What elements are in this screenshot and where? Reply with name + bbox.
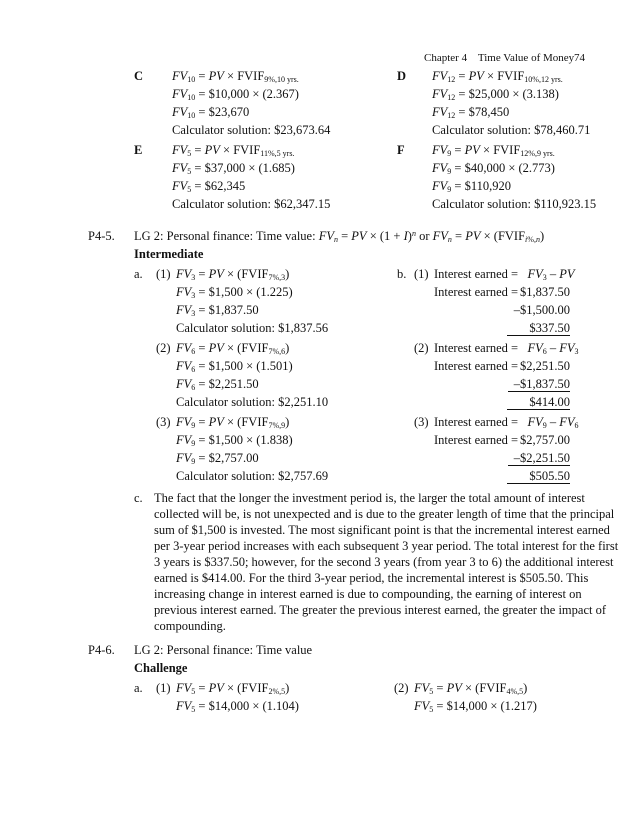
section-e-formula: $FV_5$ = PV × $FVIF_{11\%,5 yrs.}$ [172,143,295,158]
part-a-label: a. [134,267,143,281]
c-line-0: The fact that the longer the investment period is, the larger the total amount of interest [154,491,585,505]
p46-a2-formula: $FV_5$ = PV × $(FVIF_{4\%,5})$ [414,681,528,696]
b1-value-1: $1,837.50 [520,285,570,299]
a3-values: $FV_9$ = $1,500 × (1.838) [176,433,293,448]
header-chapter: Chapter 4 [424,52,468,64]
b3-label: Interest earned = [434,433,519,447]
b2-label: Interest earned = [434,359,519,373]
b3-number: (3) [414,415,429,429]
section-f-calc: Calculator solution: $110,923.15 [432,197,597,211]
section-e-values: $FV_5$ = $37,000 × (1.685) [172,161,295,176]
c-line-1: collected will be, is not unexpected and is due to the greater length of time that the principal [154,507,615,521]
b1-number: (1) [414,267,429,281]
b2-value-3: $414.00 [507,395,570,410]
a1-formula: $FV_3$ = PV × $(FVIF_{7\%,3})$ [176,267,290,282]
p46-part-a-label: a. [134,681,143,695]
section-d-calc: Calculator solution: $78,460.71 [432,123,591,137]
c-line-5: earned is $414.00. For the third 3-year period, the incremental interest is $505.50. This [154,571,589,585]
b3-value-3: $505.50 [507,469,570,484]
page-number: 74 [574,52,585,64]
a2-formula: $FV_6$ = PV × $(FVIF_{7\%,6})$ [176,341,290,356]
part-c-label: c. [134,491,143,505]
section-c-letter: C [134,69,144,83]
section-c-result: $FV_{10}$ = $23,670 [172,105,250,120]
section-f-values: $FV_9$ = $40,000 × (2.773) [432,161,555,176]
a3-number: (3) [156,415,171,429]
c-line-7: previous interest earned. The greater the previous interest earned, the greater the impact of [154,603,607,617]
section-e-letter: E [134,143,143,157]
a1-number: (1) [156,267,171,281]
part-b-label: b. [397,267,407,281]
c-line-8: compounding. [154,619,226,633]
b3-formula: Interest earned = $FV_9 - FV_6$ [434,415,579,430]
header-title: Time Value of Money [477,52,575,64]
a2-calc: Calculator solution: $2,251.10 [176,395,329,409]
section-d-result: $FV_{12}$ = $78,450 [432,105,510,120]
b2-value-1: $2,251.50 [520,359,570,373]
section-e-result: $FV_5$ = $62,345 [172,179,246,194]
a1-values: $FV_3$ = $1,500 × (1.225) [176,285,293,300]
page-header [424,50,574,66]
section-d-values: $FV_{12}$ = $25,000 × (3.138) [432,87,559,102]
a3-result: $FV_9$ = $2,757.00 [176,451,259,466]
p46-a1-number: (1) [156,681,171,695]
section-d-letter: D [397,69,407,83]
c-line-4: 3 years is $337.50; however, for the second 3 years (from year 3 to 6) the additional interest [154,555,614,569]
p46-a2-values: $FV_5$ = $14,000 × (1.217) [414,699,537,714]
section-f-result: $FV_9$ = $110,920 [432,179,511,194]
problem-p45-level: Intermediate [134,247,204,261]
p46-a1-formula: $FV_5$ = PV × $(FVIF_{2\%,5})$ [176,681,290,696]
section-f-letter: F [397,143,405,157]
section-c-formula: $FV_{10}$ = PV × $FVIF_{9\%,10 yrs.}$ [172,69,299,84]
p46-a2-number: (2) [394,681,409,695]
section-d-formula: $FV_{12}$ = PV × $FVIF_{10\%,12 yrs.}$ [432,69,563,84]
a3-formula: $FV_9$ = PV × $(FVIF_{7\%,9})$ [176,415,290,430]
b2-number: (2) [414,341,429,355]
a2-result: $FV_6$ = $2,251.50 [176,377,259,392]
b1-value-2: –$1,500.00 [513,303,570,317]
problem-p46-label: P4-6. [88,643,115,657]
b3-value-1: $2,757.00 [520,433,570,447]
a1-calc: Calculator solution: $1,837.56 [176,321,329,335]
b1-formula: Interest earned = $FV_3$ – PV [434,267,575,282]
c-line-3: per 3-year period increases with each subsequent 3 year period. The total interest for the first [154,539,619,553]
problem-p45-label: P4-5. [88,229,115,243]
problem-p45-title: LG 2: Personal finance: Time value: $FV_n$ = PV × $(1 + I)^n$ or $FV_n$ = PV × $(FVIF_{i\%,n})$ [134,229,545,244]
section-c-values: $FV_{10}$ = $10,000 × (2.367) [172,87,299,102]
problem-p46-title: LG 2: Personal finance: Time value [134,643,313,657]
a1-result: $FV_3$ = $1,837.50 [176,303,259,318]
b1-label: Interest earned = [434,285,519,299]
c-line-6: increasing change in interest earned is due to compounding, the earning of interest on [154,587,582,601]
problem-p46-level: Challenge [134,661,188,675]
b1-value-3: $337.50 [507,321,570,336]
a2-number: (2) [156,341,171,355]
section-f-formula: $FV_9$ = PV × $FVIF_{12\%,9 yrs.}$ [432,143,555,158]
b2-value-2: –$1,837.50 [508,377,570,392]
a2-values: $FV_6$ = $1,500 × (1.501) [176,359,293,374]
section-e-calc: Calculator solution: $62,347.15 [172,197,331,211]
section-c-calc: Calculator solution: $23,673.64 [172,123,331,137]
c-line-2: sum of $1,500 is invested. The most significant point is that the incremental interest earned [154,523,610,537]
p46-a1-values: $FV_5$ = $14,000 × (1.104) [176,699,299,714]
b3-value-2: –$2,251.50 [508,451,570,466]
b2-formula: Interest earned = $FV_6 - FV_3$ [434,341,579,356]
a3-calc: Calculator solution: $2,757.69 [176,469,329,483]
